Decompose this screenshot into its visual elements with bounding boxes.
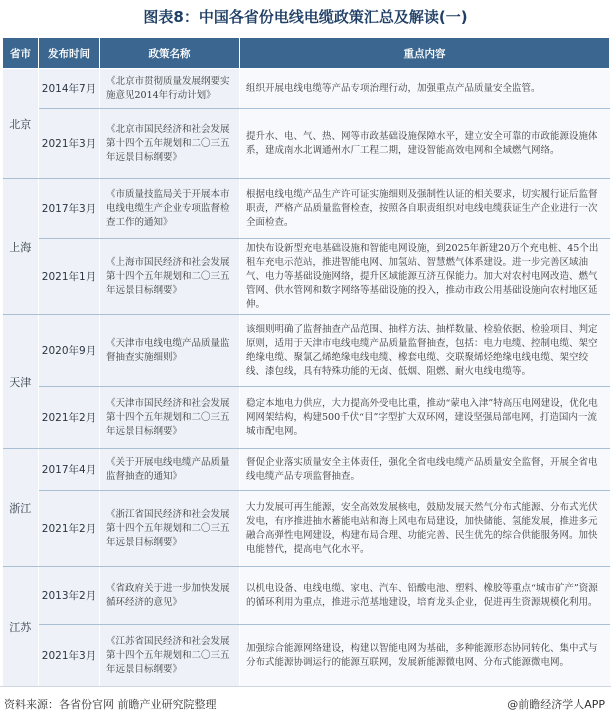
key-content-cell: 加强综合能源网络建设，构建以智能电网为基础，多种能源形态协同转化、集中式与分布式能源协调运行的能源互联网，发展新能源微电网、分布式能源微电网。 — [240, 625, 610, 687]
time-cell: 2014年7月 — [39, 69, 100, 109]
province-cell: 天津 — [3, 315, 39, 449]
table-row — [3, 387, 610, 449]
key-content-cell: 提升水、电、气、热、网等市政基础设施保障水平，建立安全可靠的市政能源设施体系，建成南水北调通州水厂工程二期，建设智能高效电网和全域燃气网络。 — [240, 109, 610, 179]
key-content-cell: 大力发展可再生能源，安全高效发展核电，鼓励发展天然气分布式能源、分布式光伏发电，有序推进抽水蓄能电站和海上风电布局建设，加快储能、氢能发展，推进多元融合高弹性电网建设，构建布局合理、功能完善、民生优先的综合供能服务网。加快电能替代，提高电气化水平。 — [240, 491, 610, 567]
policy-table — [2, 37, 610, 687]
policy-name-cell: 《省政府关于进一步加快发展循环经济的意见》 — [100, 567, 240, 625]
table-header-row — [3, 38, 610, 69]
time-cell: 2021年2月 — [39, 387, 100, 449]
province-cell: 江苏 — [3, 567, 39, 687]
time-cell: 2021年3月 — [39, 625, 100, 687]
time-cell: 2021年2月 — [39, 491, 100, 567]
province-cell: 北京 — [3, 69, 39, 179]
policy-name-cell: 《江苏省国民经济和社会发展第十四个五年规划和二〇三五年远景目标纲要》 — [100, 625, 240, 687]
key-content-cell: 该细则明确了监督抽查产品范围、抽样方法、抽样数量、检验依据、检验项目、判定原则，适用于天津市电线电缆产品质量监督抽查，包括：电力电缆、控制电缆、架空绝缘电缆、聚氯乙烯绝缘电线电缆、橡套电缆、交联聚烯烃绝缘电线电缆、架空绞线、漆包线，具有特殊功能的无卤、低烟、阻燃、耐火电线电缆等。 — [240, 315, 610, 387]
brand-credit: @前瞻经济学人APP — [507, 698, 605, 711]
table-row — [3, 109, 610, 179]
time-cell: 2017年4月 — [39, 449, 100, 491]
key-content-cell: 根据电线电缆产品生产许可证实施细则及强制性认证的相关要求，切实履行证后监督职责，严格产品质量监督检查，按照各自职责组织对电线电缆获证生产企业进行一次全面检查。 — [240, 179, 610, 239]
key-content-cell: 以机电设备、电线电缆、家电、汽车、铅酸电池、塑料、橡胶等重点“城市矿产”资源的循环利用为重点，推进示范基地建设，培育龙头企业，促进再生资源规模化利用。 — [240, 567, 610, 625]
province-cell: 浙江 — [3, 449, 39, 567]
footer — [0, 686, 611, 720]
policy-name-cell: 《北京市国民经济和社会发展第十四个五年规划和二〇三五年远景目标纲要》 — [100, 109, 240, 179]
policy-name-cell: 《天津市国民经济和社会发展第十四个五年规划和二〇三五年远景目标纲要》 — [100, 387, 240, 449]
header-key-content: 重点内容 — [240, 38, 610, 69]
policy-name-cell: 《浙江省国民经济和社会发展第十四个五年规划和二〇三五年远景目标纲要》 — [100, 491, 240, 567]
time-cell: 2020年9月 — [39, 315, 100, 387]
source-note: 资料来源：各省份官网 前瞻产业研究院整理 — [4, 698, 217, 711]
time-cell: 2017年3月 — [39, 179, 100, 239]
table-row — [3, 625, 610, 687]
policy-name-cell: 《市质量技监局关于开展本市电线电缆生产企业专项监督检查工作的通知》 — [100, 179, 240, 239]
table-row — [3, 567, 610, 625]
policy-name-cell: 《上海市国民经济和社会发展第十四个五年规划和二〇三五年远景目标纲要》 — [100, 239, 240, 315]
time-cell: 2013年2月 — [39, 567, 100, 625]
key-content-cell: 督促企业落实质量安全主体责任，强化全省电线电缆产品质量安全监督，开展全省电线电缆产品专项监督抽查。 — [240, 449, 610, 491]
policy-name-cell: 《关于开展电线电缆产品质量监督抽查的通知》 — [100, 449, 240, 491]
time-cell: 2021年1月 — [39, 239, 100, 315]
policy-name-cell: 《天津市电线电缆产品质量监督抽查实施细则》 — [100, 315, 240, 387]
page-title: 图表8：中国各省份电线电缆政策汇总及解读(一) — [143, 8, 468, 26]
key-content-cell: 稳定本地电力供应，大力提高外受电比重，推动“蒙电入津”特高压电网建设，优化电网网架结构，构建500千伏“目”字型扩大双环网，建设坚强局部电网，打造国内一流城市配电网。 — [240, 387, 610, 449]
province-cell: 上海 — [3, 179, 39, 315]
table-row — [3, 449, 610, 491]
table-row — [3, 315, 610, 387]
table-row — [3, 239, 610, 315]
table-row — [3, 69, 610, 109]
header-policy-name: 政策名称 — [100, 38, 240, 69]
table-row — [3, 491, 610, 567]
time-cell: 2021年3月 — [39, 109, 100, 179]
policy-name-cell: 《北京市贯彻质量发展纲要实施意见2014年行动计划》 — [100, 69, 240, 109]
table-row — [3, 179, 610, 239]
key-content-cell: 加快布设新型充电基础设施和智能电网设施，到2025年新建20万个充电桩、45个出租车充电示范站，推进智能电网、加氢站、智慧燃气体系建设。进一步完善区域油气、电力等基础设施网络，提升区域能源互济互保能力。加大对农村电网改造、燃气管网、供水管网和数字网络等基础设施的投入，推动市政公用基础设施向农村地区延伸。 — [240, 239, 610, 315]
header-province: 省市 — [3, 38, 39, 69]
header-time: 发布时间 — [39, 38, 100, 69]
key-content-cell: 组织开展电线电缆等产品专项治理行动，加强重点产品质量安全监管。 — [240, 69, 610, 109]
